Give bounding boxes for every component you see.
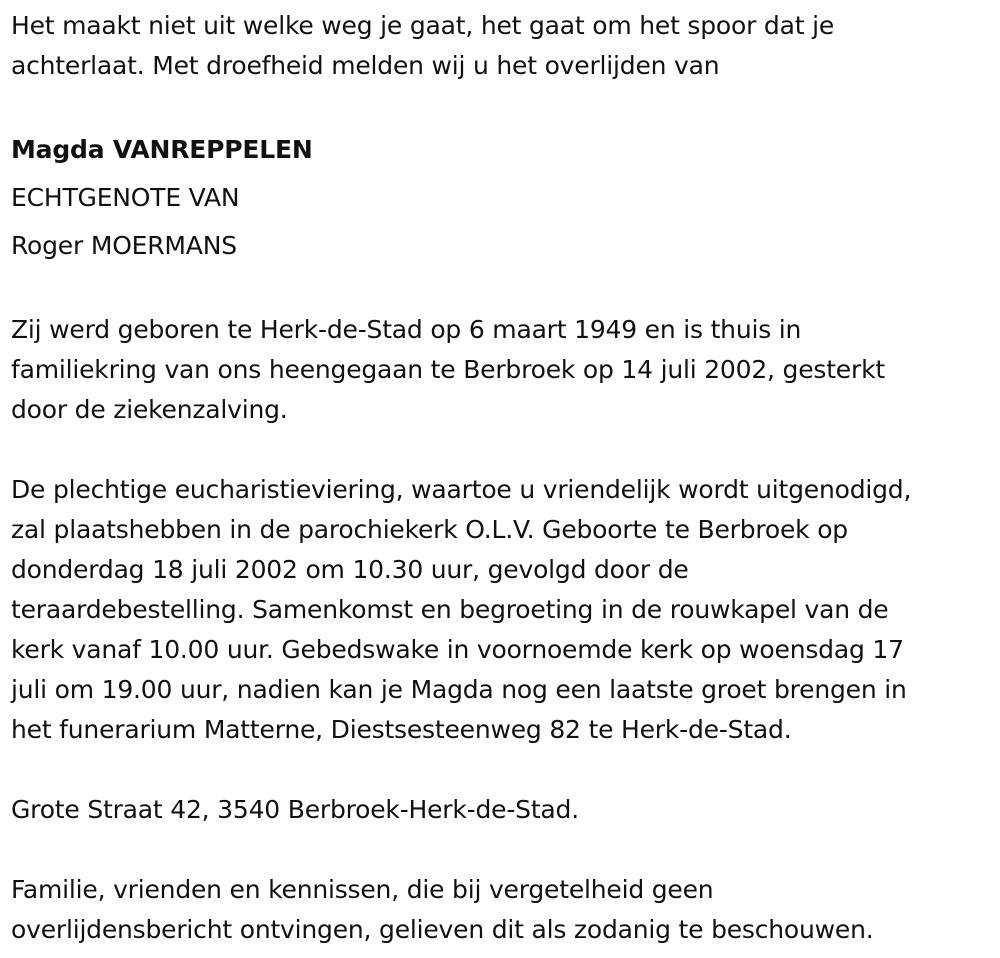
- birth-death-paragraph: [11, 310, 996, 430]
- deceased-block: [11, 126, 996, 270]
- relation-label: ECHTGENOTE VAN: [11, 183, 240, 212]
- ceremony-line: De plechtige eucharistieviering, waartoe u vriendelijk wordt uitgenodigd,: [11, 475, 912, 504]
- spacer: [11, 830, 996, 870]
- closing-line: overlijdensbericht ontvingen, gelieven dit als zodanig te beschouwen.: [11, 915, 874, 944]
- ceremony-paragraph: [11, 470, 996, 750]
- intro-line: achterlaat. Met droefheid melden wij u het overlijden van: [11, 51, 720, 80]
- birth-death-line: door de ziekenzalving.: [11, 395, 288, 424]
- spacer: [11, 750, 996, 790]
- spacer: [11, 270, 996, 310]
- spacer: [11, 430, 996, 470]
- deceased-name: Magda VANREPPELEN: [11, 135, 313, 164]
- birth-death-line: Zij werd geboren te Herk-de-Stad op 6 maart 1949 en is thuis in: [11, 315, 802, 344]
- address-paragraph: [11, 790, 996, 830]
- home-address: Grote Straat 42, 3540 Berbroek-Herk-de-Stad.: [11, 795, 579, 824]
- intro-paragraph: [11, 6, 996, 86]
- ceremony-line: teraardebestelling. Samenkomst en begroeting in de rouwkapel van de: [11, 595, 889, 624]
- obituary-notice: [11, 6, 996, 950]
- closing-line: Familie, vrienden en kennissen, die bij vergetelheid geen: [11, 875, 714, 904]
- closing-paragraph: [11, 870, 996, 950]
- ceremony-line: juli om 19.00 uur, nadien kan je Magda nog een laatste groet brengen in: [11, 675, 907, 704]
- intro-line: Het maakt niet uit welke weg je gaat, het gaat om het spoor dat je: [11, 11, 834, 40]
- spouse-name: Roger MOERMANS: [11, 231, 237, 260]
- ceremony-line: donderdag 18 juli 2002 om 10.30 uur, gevolgd door de: [11, 555, 689, 584]
- birth-death-line: familiekring van ons heengegaan te Berbroek op 14 juli 2002, gesterkt: [11, 355, 885, 384]
- ceremony-line: het funerarium Matterne, Diestsesteenweg 82 te Herk-de-Stad.: [11, 715, 792, 744]
- ceremony-line: zal plaatshebben in de parochiekerk O.L.V. Geboorte te Berbroek op: [11, 515, 848, 544]
- ceremony-line: kerk vanaf 10.00 uur. Gebedswake in voornoemde kerk op woensdag 17: [11, 635, 904, 664]
- spacer: [11, 86, 996, 126]
